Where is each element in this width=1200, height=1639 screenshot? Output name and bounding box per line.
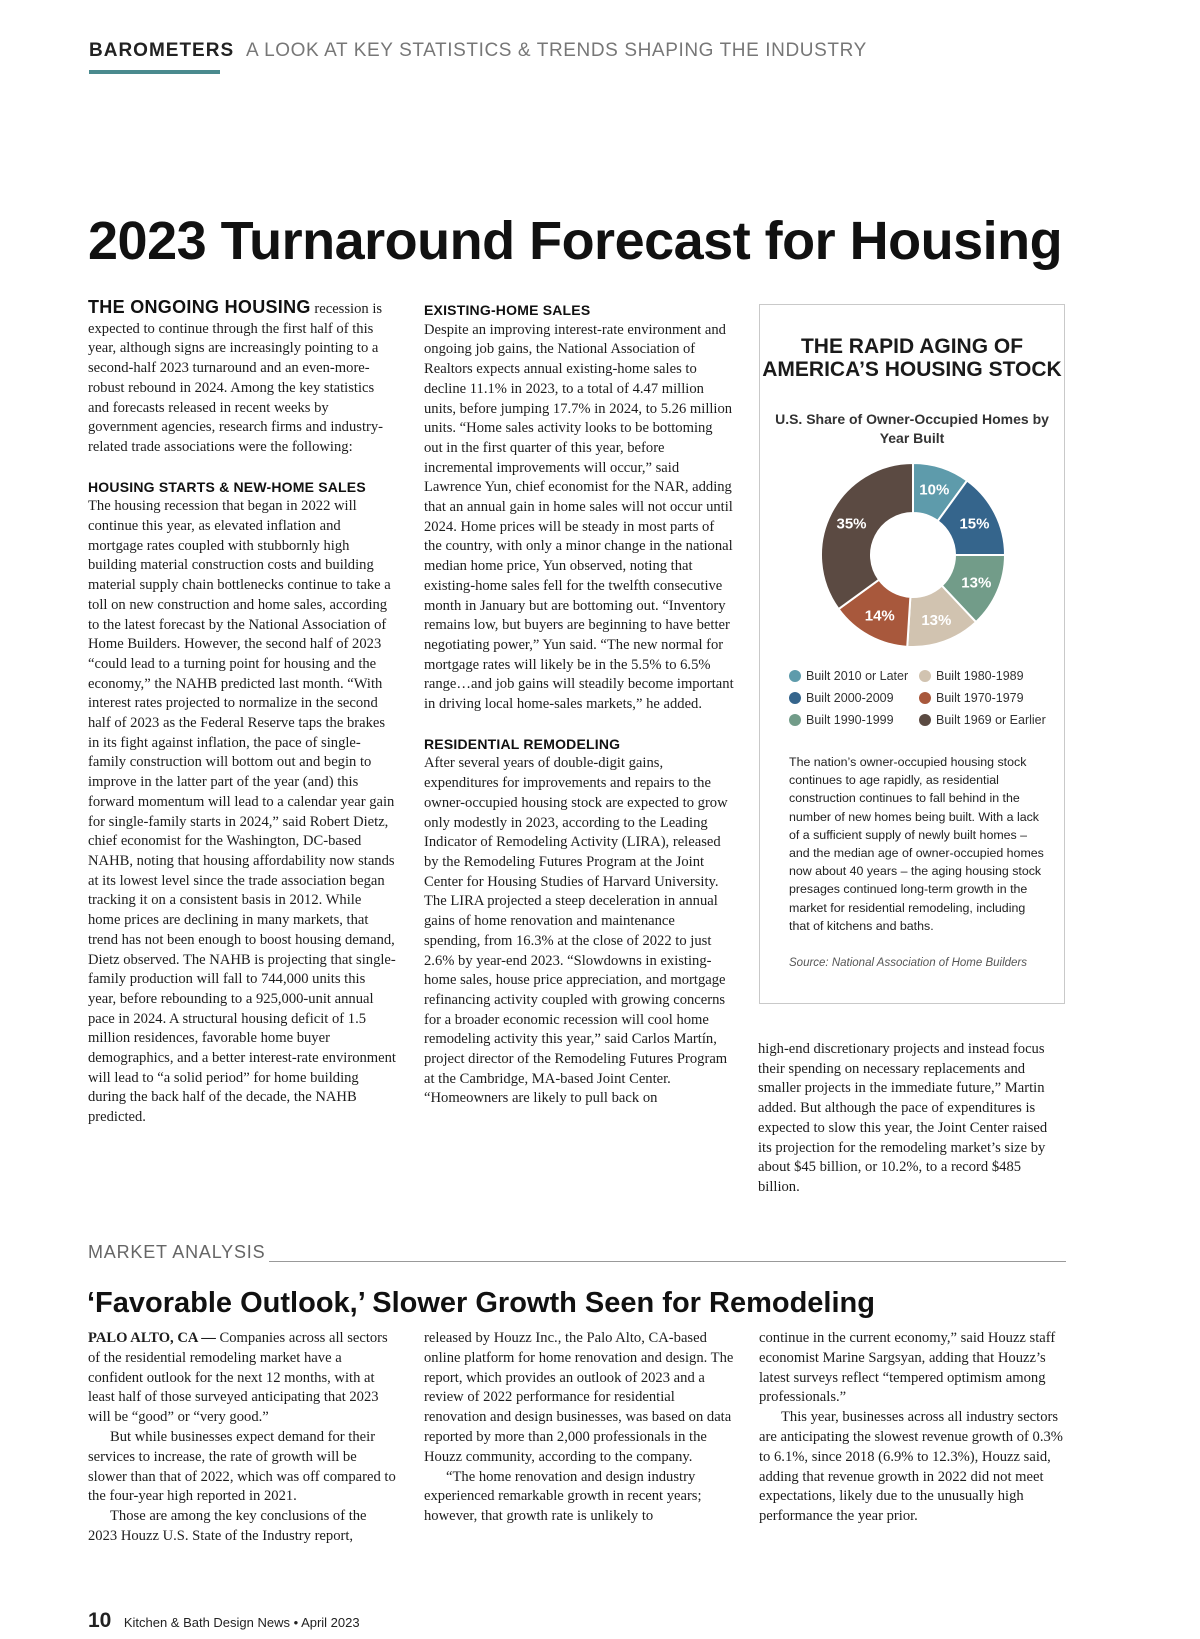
legend-item-0 xyxy=(789,669,908,683)
housing-starts-heading: HOUSING STARTS & NEW-HOME SALES xyxy=(88,478,366,495)
intro-lead: THE ONGOING HOUSING xyxy=(88,297,311,317)
housing-stock-infographic xyxy=(759,304,1065,1004)
donut-label-0: 10% xyxy=(919,481,950,499)
legend-swatch-5 xyxy=(919,714,931,726)
market-column-3 xyxy=(759,1329,1067,1527)
donut-label-5: 35% xyxy=(836,515,867,533)
legend-label-1: Built 2000-2009 xyxy=(806,691,894,705)
section-tagline: A LOOK AT KEY STATISTICS & TRENDS SHAPING THE INDUSTRY xyxy=(246,40,867,61)
remodeling-body: After several years of double-digit gains, expenditures for improvements and repairs to the owner-occupied housing stock are expected to grow only modestly in 2023, according to the Leading Indicator of Remodeling Activity (LIRA), released by the Remodeling Futures Program at the Joint Center for Housing Studies of Harvard University. The LIRA projected a steep deceleration in annual gains of home renovation and maintenance spending, from 16.3% at the close of 2022 to just 2.6% by year-end 2023. “Slowdowns in existing-home sales, house price appreciation, and mortgage refinancing activity coupled with growing concerns for a broader economic recession will cool home remodeling activity this year,” said Carlos Martín, project director of the Remodeling Futures Program at the Cambridge, MA-based Joint Center. “Homeowners are likely to pull back on xyxy=(424,755,728,1107)
page-number: 10 xyxy=(88,1609,112,1632)
infographic-subtitle: U.S. Share of Owner-Occupied Homes by Year Built xyxy=(775,411,1049,446)
legend-item-2 xyxy=(789,713,894,727)
market-paragraph-3-continued: released by Houzz Inc., the Palo Alto, CA-based online platform for home renovation and design. The report, which provides an outlook of 2023 and a review of 2022 performance for residential renovation and design businesses, was based on data reported by more than 2,000 professionals in the Houzz community, according to the company. xyxy=(424,1330,734,1465)
market-paragraph-4: “The home renovation and design industry experienced remarkable growth in recent years; however, that growth rate is unlikely to xyxy=(424,1468,702,1525)
existing-home-heading: EXISTING-HOME SALES xyxy=(424,302,591,318)
legend-item-3 xyxy=(919,669,1024,683)
existing-home-body: Despite an improving interest-rate environment and ongoing job gains, the National Association of Realtors expects annual existing-home sales to decline 11.1% in 2023, to a total of 4.47 million units, before jumping 17.7% in 2024, to 5.26 million units. “Home sales activity looks to be bottoming out in the first quarter of this year, before incremental improvements will occur,” said Lawrence Yun, chief economist for the NAR, adding that an annual gain in home sales will not occur until 2024. Home prices will be steady in most parts of the country, with only a minor change in the national median home price, Yun observed, noting that existing-home sales fell for the twelfth consecutive month in January but are bottoming out. “Inventory remains low, but buyers are beginning to have better negotiating power,” Yun said. “The new normal for mortgage rates will likely be in the 5.5% to 6.5% range…and job gains will steadily become important in driving local home-sales markets,” he added. xyxy=(424,321,734,713)
legend-swatch-3 xyxy=(919,670,931,682)
legend-item-5 xyxy=(919,713,1046,727)
article-title: 2023 Turnaround Forecast for Housing xyxy=(88,211,1063,271)
donut-label-1: 15% xyxy=(959,515,990,533)
dateline: PALO ALTO, CA — xyxy=(88,1330,216,1346)
remodeling-body-continued: high-end discretionary projects and instead focus their spending on necessary replacements and smaller projects in the immediate future,” Martin added. But although the pace of expenditures is expected to slow this year, the Joint Center raised its projection for the remodeling market’s size by about $45 billion, or 10.2%, to a record $485 billion. xyxy=(758,1041,1048,1195)
donut-label-2: 13% xyxy=(961,574,992,592)
donut-chart xyxy=(813,455,1013,655)
legend-label-5: Built 1969 or Earlier xyxy=(936,713,1046,727)
article-column-2 xyxy=(424,301,734,1109)
housing-starts-body: The housing recession that began in 2022 will continue this year, as elevated inflation and mortgage rates coupled with stubbornly high building material construction costs and building material supply chain bottlenecks continue to take a toll on new construction and home sales, according to the latest forecast by the National Association of Home Builders. However, the second half of 2023 “could lead to a turning point for housing and the economy,” the NAHB predicted last month. “With interest rates projected to normalize in the second half of 2023 as the Federal Reserve taps the brakes in its fight against inflation, the pace of single-family construction will bottom out and begin to improve in the latter part of the year (and) this forward momentum will lead to a calendar year gain for single-family starts in 2024,” said Robert Dietz, chief economist for the Washington, DC-based NAHB, noting that housing affordability now stands at its lowest level since the trade association began tracking it on a consistent basis in 2012. While home prices are declining in many markets, that trend has not been enough to boost housing demand, Dietz observed. The NAHB is projecting that single-family production will fall to 744,000 units this year, before rebounding to a 925,000-unit annual pace in 2024. A structural housing deficit of 1.5 million residences, favorable home buyer demographics, and a better interest-rate environment will lead to “a solid period” for home building during the back half of the decade, the NAHB predicted. xyxy=(88,498,396,1126)
legend-label-3: Built 1980-1989 xyxy=(936,669,1024,683)
section-label: BAROMETERS xyxy=(89,40,235,61)
infographic-body: The nation’s owner-occupied housing stock continues to age rapidly, as residential construction continues to fall behind in the number of new homes being built. With a lack of a sufficient supply of newly built homes – and the median age of owner-occupied homes now about 40 years – the aging housing stock presages continued long-term growth in the market for residential remodeling, including that of kitchens and baths. xyxy=(789,755,1044,933)
section-header xyxy=(89,40,1089,80)
remodeling-heading: RESIDENTIAL REMODELING xyxy=(424,735,621,752)
market-analysis-label: MARKET ANALYSIS xyxy=(88,1242,269,1262)
infographic-source: Source: National Association of Home Builders xyxy=(789,957,1027,969)
market-paragraph-3-start xyxy=(88,1507,396,1547)
publication-info: Kitchen & Bath Design News • April 2023 xyxy=(123,1615,360,1630)
intro-body: recession is expected to continue through the first half of this year, although signs are increasingly pointing to a second-half 2023 turnaround and an even-more-robust rebound in 2024. Among the key statistics and forecasts released in recent weeks by government agencies, research firms and industry-related trade associations were the following: xyxy=(88,301,384,455)
market-paragraph-3-text: Those are among the key conclusions of the 2023 Houzz U.S. State of the Industry report, xyxy=(88,1508,367,1544)
article-column-3 xyxy=(758,1040,1064,1198)
legend-swatch-1 xyxy=(789,692,801,704)
donut-slice-5 xyxy=(821,463,913,609)
section-underline xyxy=(89,70,220,74)
legend-item-4 xyxy=(919,691,1024,705)
legend-label-4: Built 1970-1979 xyxy=(936,691,1024,705)
market-paragraph-2: But while businesses expect demand for their services to increase, the rate of growth will be slower than that of 2022, which was off compared to the four-year high reported in 2021. xyxy=(88,1428,396,1505)
infographic-title: THE RAPID AGING OF AMERICA’S HOUSING STOCK xyxy=(762,335,1062,381)
legend-swatch-4 xyxy=(919,692,931,704)
legend-swatch-0 xyxy=(789,670,801,682)
legend-item-1 xyxy=(789,691,894,705)
market-column-1 xyxy=(88,1329,396,1547)
intro-paragraph xyxy=(88,298,396,458)
market-paragraph-5: This year, businesses across all industry sectors are anticipating the slowest revenue growth of 0.3% to 6.1%, since 2018 (6.9% to 12.3%), Houzz said, adding that revenue growth in 2022 did not meet expectations, likely due to the unusually high performance the year prior. xyxy=(759,1409,1063,1525)
donut-label-3: 13% xyxy=(921,611,952,629)
market-story-title: ‘Favorable Outlook,’ Slower Growth Seen for Remodeling xyxy=(87,1287,875,1319)
market-paragraph-1 xyxy=(88,1329,396,1428)
legend-label-0: Built 2010 or Later xyxy=(806,669,909,683)
legend-swatch-2 xyxy=(789,714,801,726)
market-paragraph-4-continued: continue in the current economy,” said Houzz staff economist Marine Sargsyan, adding that Houzz’s latest surveys reflect “tempered optimism among professionals.” xyxy=(759,1330,1056,1406)
market-analysis-header xyxy=(88,1242,1066,1266)
donut-label-4: 14% xyxy=(864,607,895,625)
market-paragraph-1-text: Companies across all sectors of the residential remodeling market have a confident outlook for the next 12 months, with at least half of those surveyed anticipating that 2023 will be “good” or “very good.” xyxy=(88,1330,388,1426)
legend-label-2: Built 1990-1999 xyxy=(806,713,894,727)
market-column-2 xyxy=(424,1329,734,1527)
article-column-1 xyxy=(88,298,396,1128)
page-footer xyxy=(88,1609,360,1633)
